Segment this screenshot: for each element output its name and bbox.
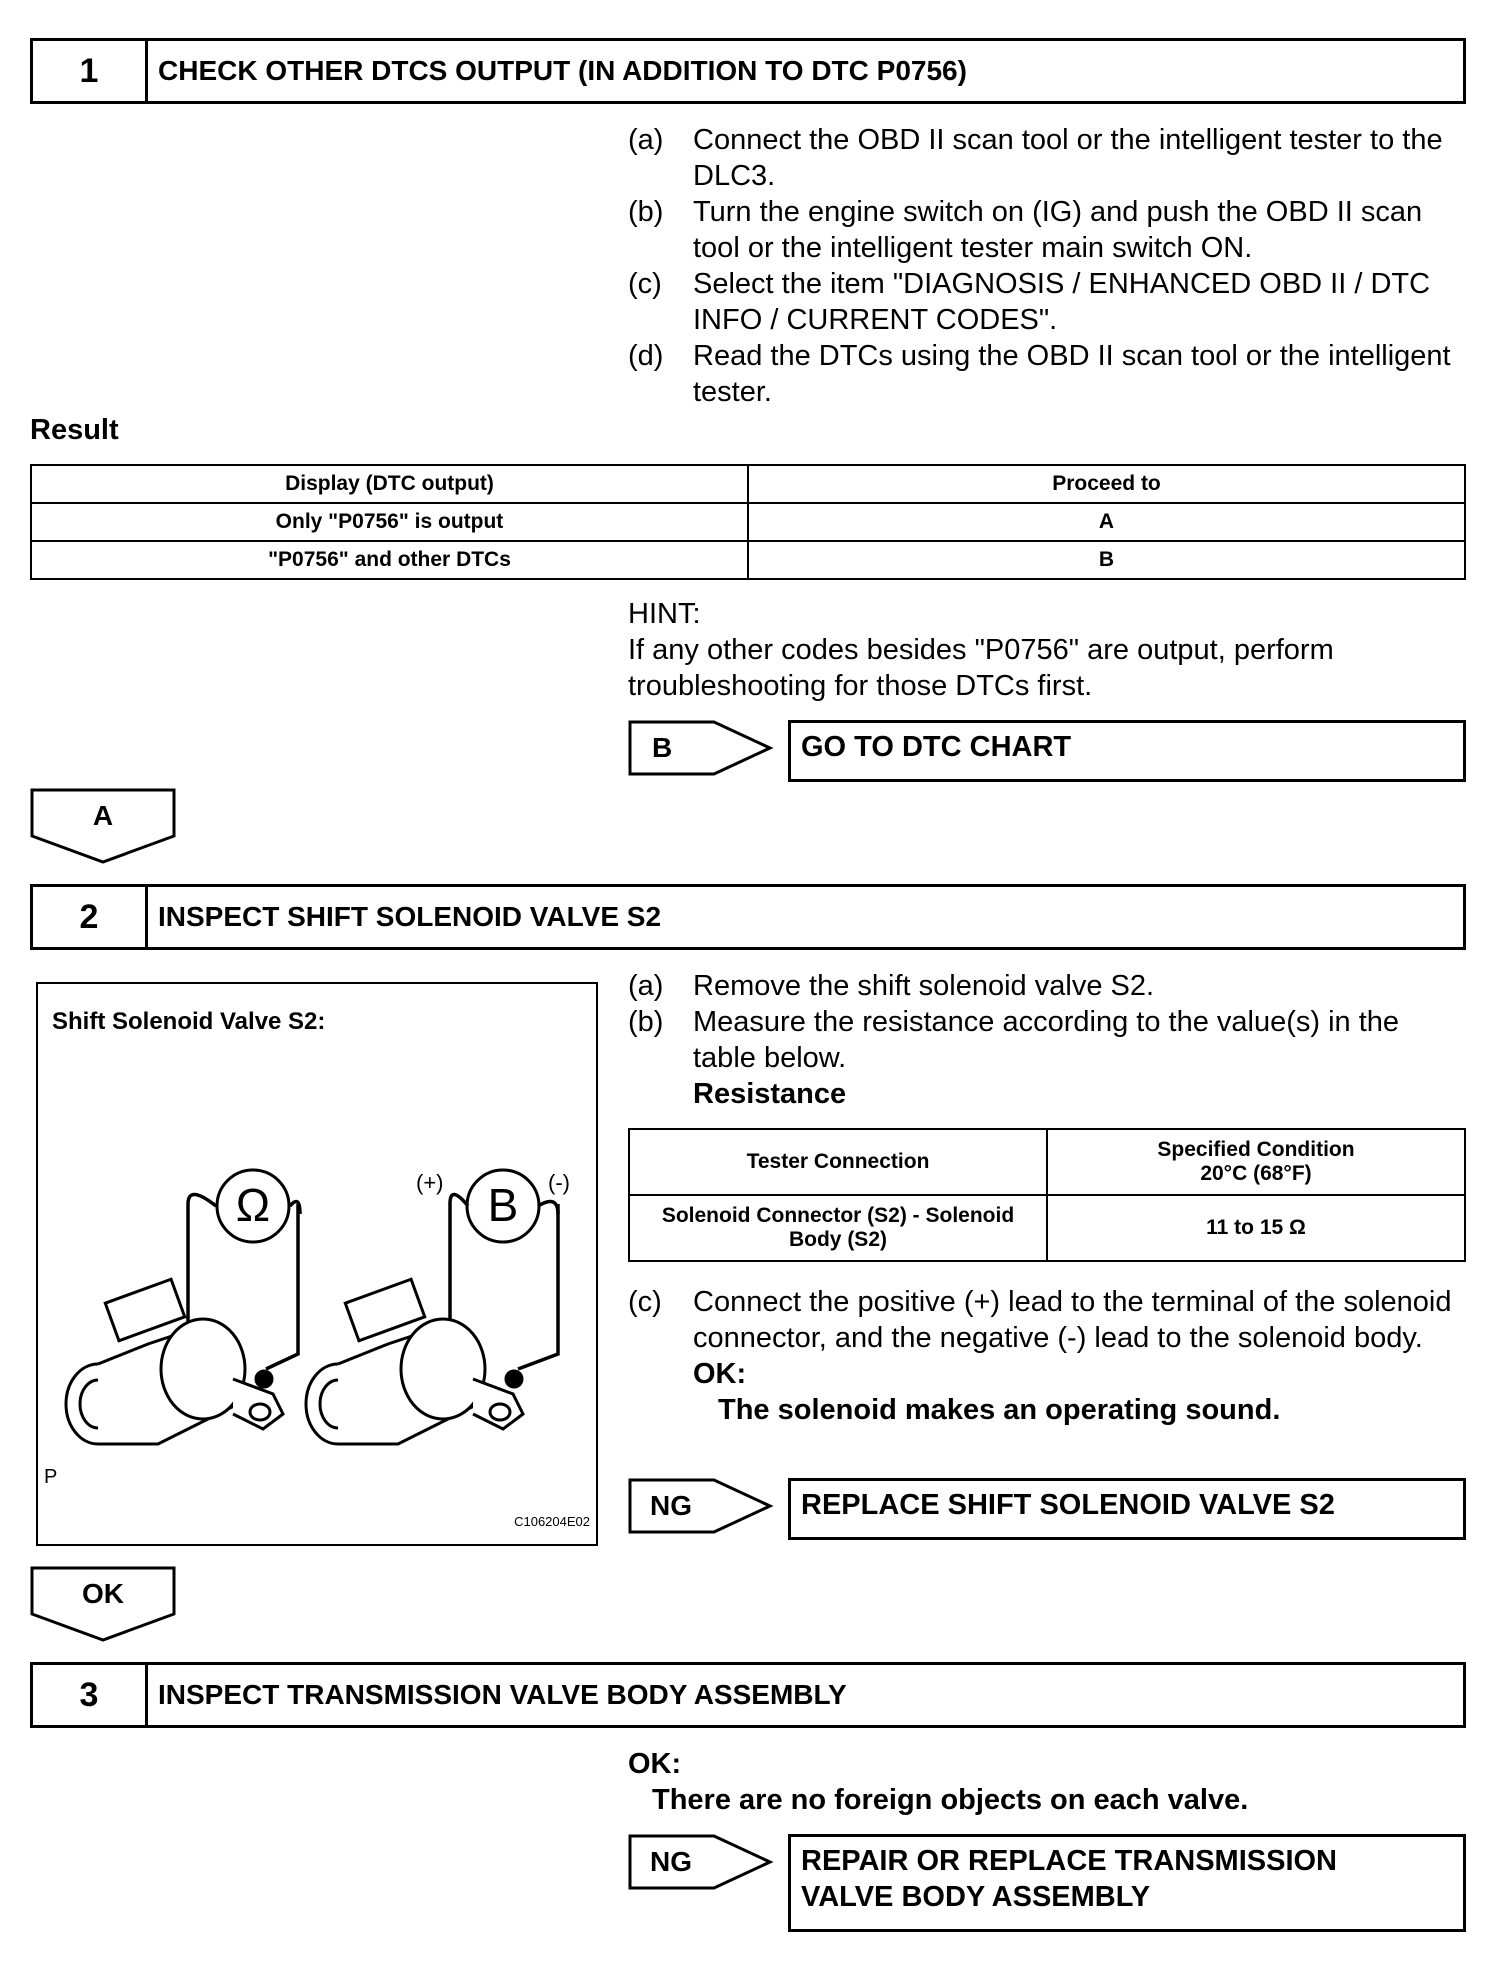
- list-item: [628, 338, 1468, 410]
- branch-b-label: B: [652, 732, 673, 763]
- solenoid-right-icon: [306, 1204, 558, 1444]
- item-label: (c): [628, 268, 662, 300]
- ok-text: There are no foreign objects on each valve.: [652, 1784, 1249, 1816]
- figure-code: C106204E02: [514, 1514, 590, 1529]
- step-title: INSPECT TRANSMISSION VALVE BODY ASSEMBLY: [158, 1679, 847, 1710]
- ok-text: The solenoid makes an operating sound.: [718, 1394, 1281, 1426]
- solenoid-diagram: [38, 984, 596, 1544]
- item-text: Measure the resistance according to the value(s) in the table below.: [693, 1006, 1400, 1074]
- item-text: Connect the positive (+) lead to the terminal of the solenoid connector, and the negative (-) lead to the solenoid body.: [693, 1286, 1452, 1354]
- result-table: [30, 464, 1466, 580]
- table-cell: "P0756" and other DTCs: [31, 541, 748, 579]
- table-cell: A: [748, 503, 1465, 541]
- next-a-label: A: [92, 800, 114, 831]
- figure-title: Shift Solenoid Valve S2:: [52, 1008, 326, 1035]
- step-number: 3: [33, 1665, 148, 1725]
- list-item: [628, 968, 1468, 1004]
- list-item: [628, 194, 1468, 266]
- step-2-instruction-c: [628, 1284, 1468, 1428]
- ok-label: OK:: [693, 1358, 747, 1390]
- step-3-header: [30, 1662, 1466, 1728]
- table-row: [31, 503, 1465, 541]
- action-line: REPAIR OR REPLACE TRANSMISSION: [801, 1845, 1338, 1877]
- table-cell: Solenoid Connector (S2) - Solenoid Body (S2): [629, 1195, 1047, 1261]
- table-header: Specified Condition 20°C (68°F): [1047, 1129, 1465, 1195]
- step-title: INSPECT SHIFT SOLENOID VALVE S2: [158, 901, 662, 932]
- step-1-instructions: [628, 122, 1468, 410]
- table-row: [31, 541, 1465, 579]
- item-text: Read the DTCs using the OBD II scan tool or the intelligent tester.: [693, 340, 1451, 408]
- action-line: VALVE BODY ASSEMBLY: [801, 1881, 1151, 1913]
- ohm-symbol: Ω: [235, 1179, 271, 1231]
- table-cell: Only "P0756" is output: [31, 503, 748, 541]
- item-label: (c): [628, 1286, 662, 1318]
- item-label: (a): [628, 970, 664, 1002]
- step-number: 2: [33, 887, 148, 947]
- table-cell: B: [748, 541, 1465, 579]
- list-item: [628, 122, 1468, 194]
- item-label: (b): [628, 196, 664, 228]
- ok-label: OK:: [628, 1748, 682, 1780]
- step-2-instructions: [628, 968, 1468, 1112]
- hint-label: HINT:: [628, 598, 701, 630]
- item-label: (a): [628, 124, 664, 156]
- hint-block: [628, 596, 1468, 704]
- replace-solenoid-link[interactable]: REPLACE SHIFT SOLENOID VALVE S2: [788, 1478, 1466, 1540]
- next-ok-label: OK: [82, 1578, 124, 1609]
- item-text: Connect the OBD II scan tool or the intelligent tester to the DLC3.: [693, 124, 1443, 192]
- resistance-table: [628, 1128, 1466, 1262]
- hint-text: If any other codes besides "P0756" are output, perform troubleshooting for those DTCs first.: [628, 634, 1334, 702]
- table-header: Proceed to: [748, 465, 1465, 503]
- item-text: Remove the shift solenoid valve S2.: [693, 970, 1155, 1002]
- corner-label: P: [44, 1466, 58, 1488]
- solenoid-figure: [36, 982, 598, 1546]
- step-3-ok-block: [628, 1746, 1468, 1818]
- item-label: (d): [628, 340, 664, 372]
- battery-symbol: B: [487, 1179, 519, 1231]
- list-item: [628, 1284, 1468, 1356]
- minus-label: (-): [548, 1170, 570, 1195]
- step-1-header: [30, 38, 1466, 104]
- branch-ng-label: NG: [650, 1490, 692, 1521]
- branch-b-arrow-icon: [628, 720, 774, 776]
- list-item: [628, 1004, 1468, 1076]
- step-2-header: [30, 884, 1466, 950]
- list-item: [628, 266, 1468, 338]
- item-text: Select the item "DIAGNOSIS / ENHANCED OBD II / DTC INFO / CURRENT CODES".: [693, 268, 1431, 336]
- table-cell: 11 to 15 Ω: [1047, 1195, 1465, 1261]
- item-label: (b): [628, 1006, 664, 1038]
- step-number: 1: [33, 41, 148, 101]
- repair-valve-body-link[interactable]: [788, 1834, 1466, 1932]
- table-header: Tester Connection: [629, 1129, 1047, 1195]
- table-header-row: [629, 1129, 1465, 1195]
- table-header-row: [31, 465, 1465, 503]
- plus-label: (+): [416, 1170, 444, 1195]
- result-heading: Result: [30, 414, 119, 446]
- table-header: Display (DTC output): [31, 465, 748, 503]
- go-to-dtc-chart-link[interactable]: GO TO DTC CHART: [788, 720, 1466, 782]
- table-row: [629, 1195, 1465, 1261]
- step-title: CHECK OTHER DTCS OUTPUT (IN ADDITION TO DTC P0756): [158, 55, 967, 86]
- item-text: Turn the engine switch on (IG) and push the OBD II scan tool or the intelligent tester main switch ON.: [693, 196, 1423, 264]
- resistance-heading: Resistance: [693, 1078, 847, 1110]
- branch-ng-label: NG: [650, 1846, 692, 1877]
